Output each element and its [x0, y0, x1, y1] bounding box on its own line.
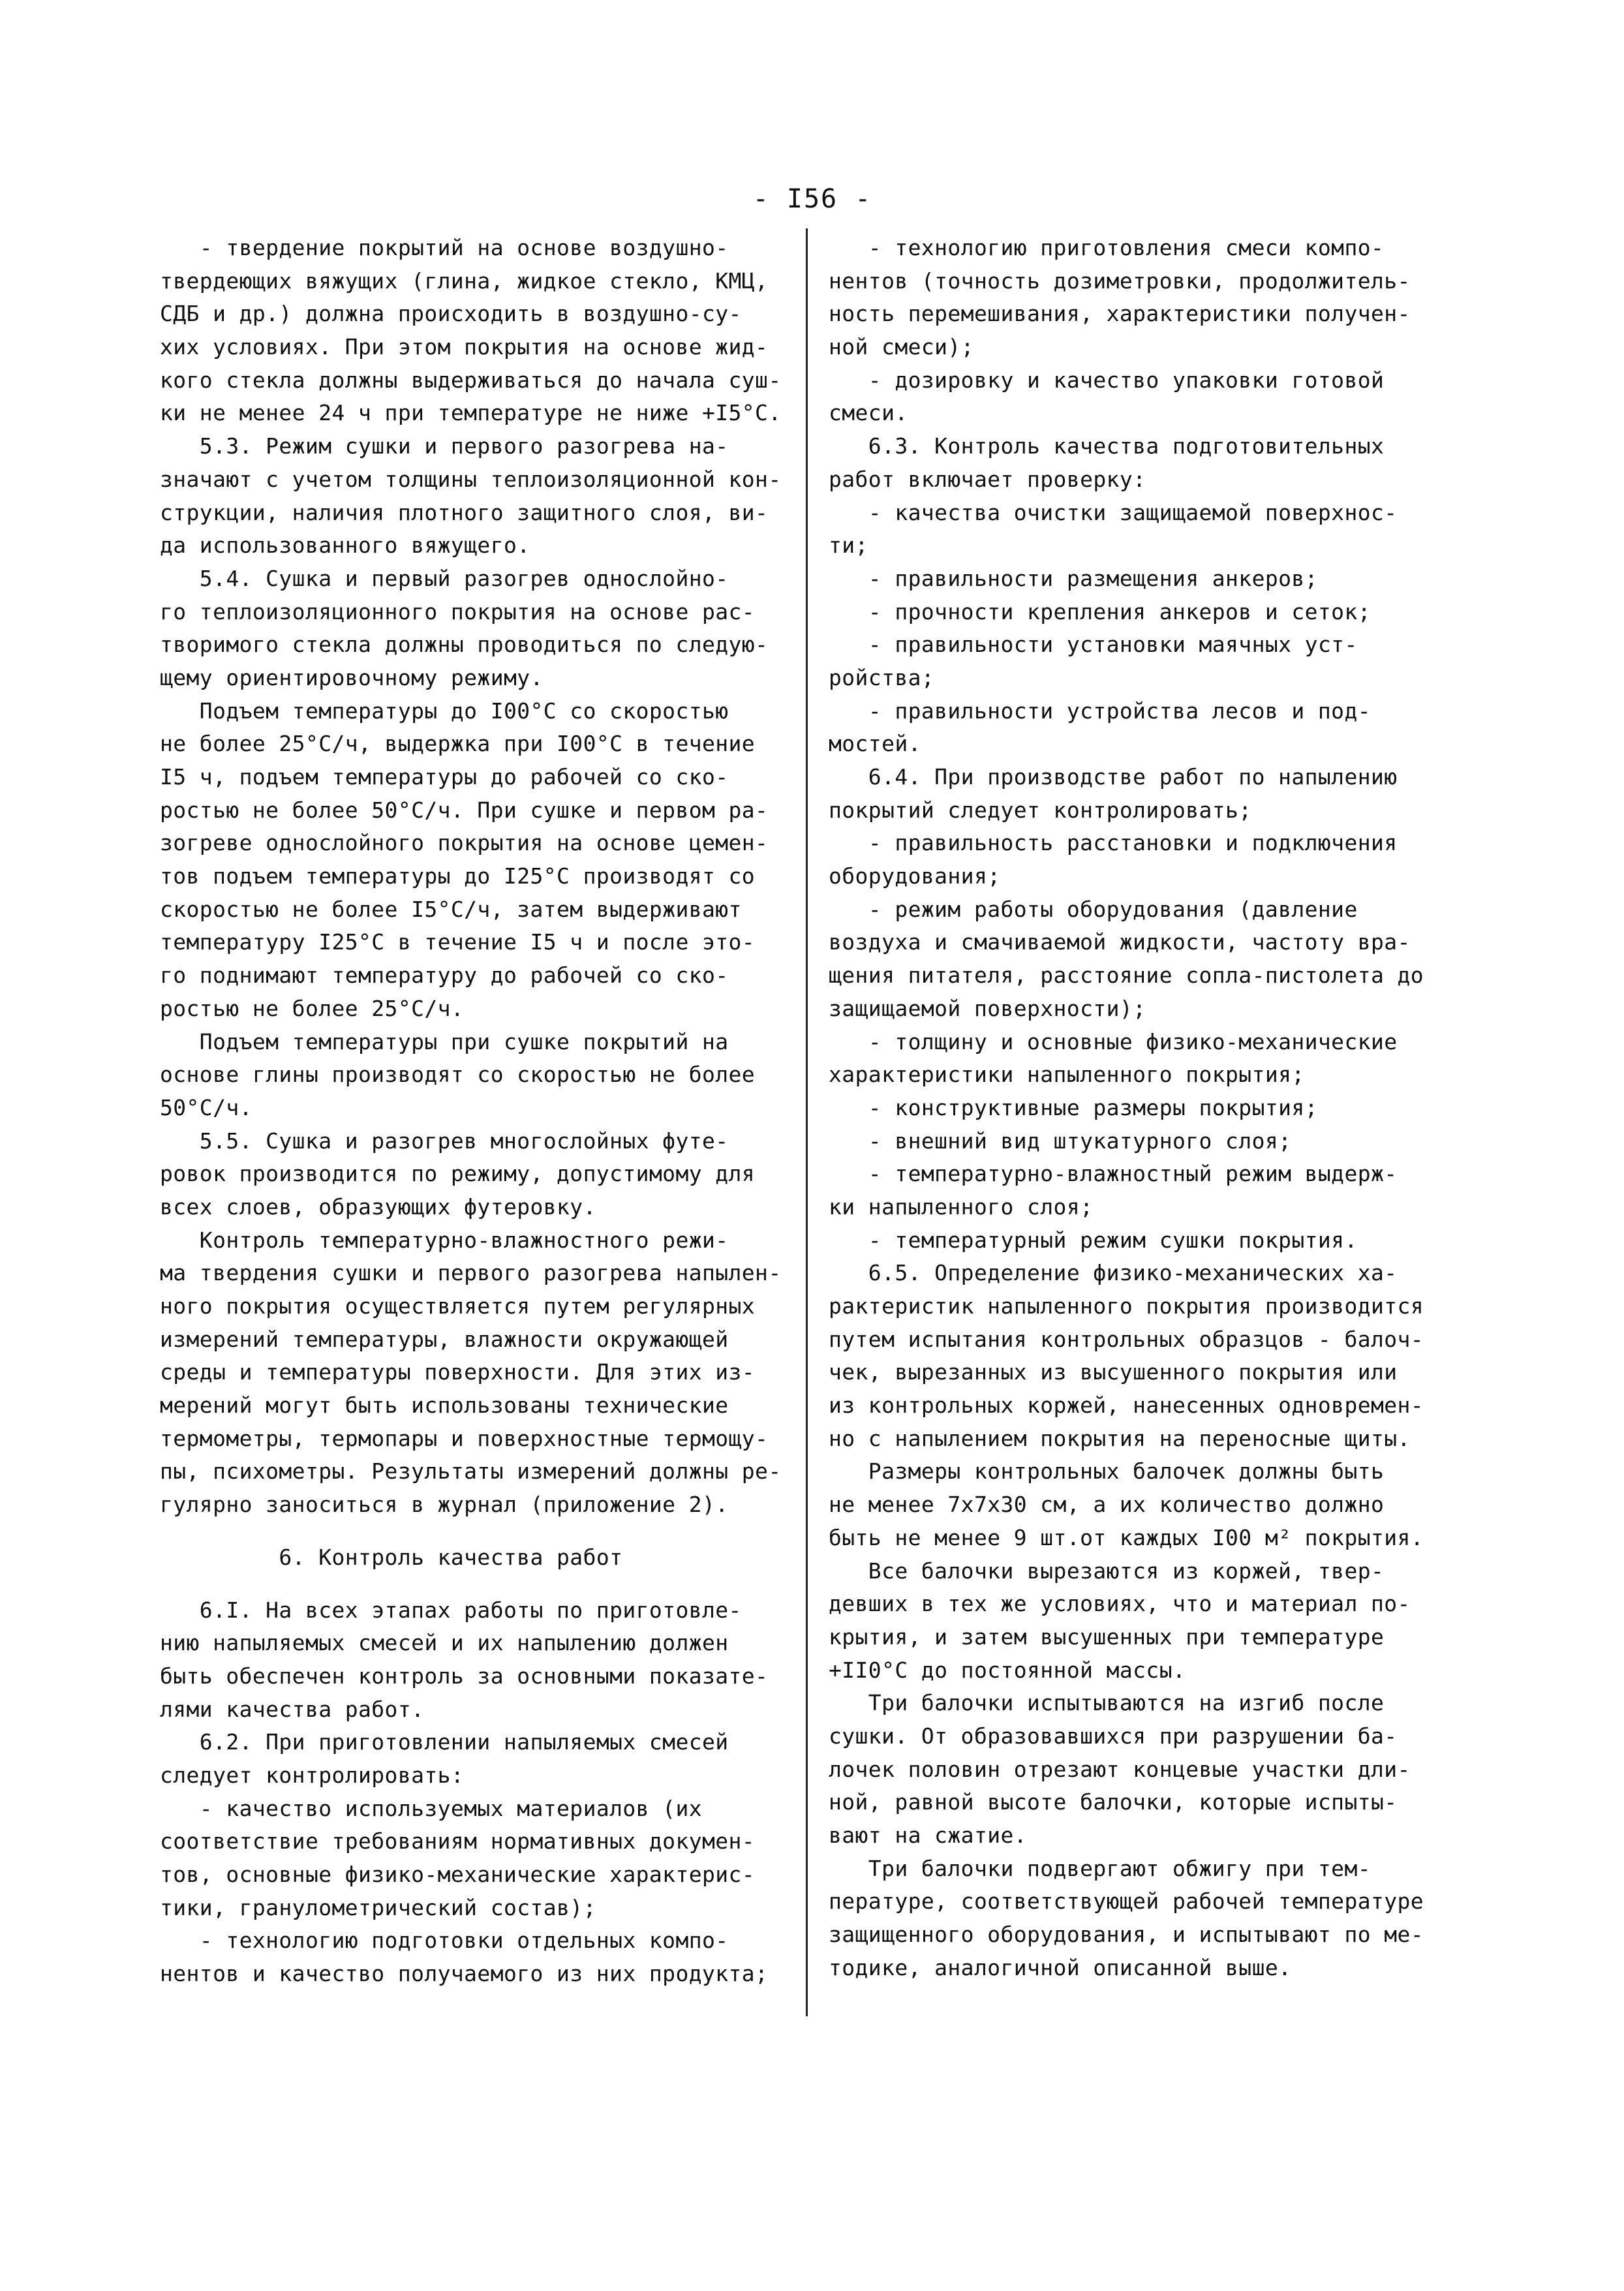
- text-line: - качество используемых материалов (их: [160, 1795, 702, 1821]
- text-line: нию напыляемых смесей и их напылению должен: [160, 1630, 729, 1656]
- text-line: ровок производится по режиму, допустимому для: [160, 1161, 756, 1187]
- text-line: воздуха и смачиваемой жидкости, частоту вра-: [829, 929, 1411, 955]
- text-line: ростью не более 25°С/ч.: [160, 995, 465, 1021]
- text-line: 50°С/ч.: [160, 1094, 253, 1120]
- text-line: 6.3. Контроль качества подготовительных: [829, 433, 1385, 459]
- text-line: покрытий следует контролировать;: [829, 797, 1252, 823]
- text-line: тодике, аналогичной описанной выше.: [829, 1954, 1292, 1980]
- text-line: 5.3. Режим сушки и первого разогрева на-: [160, 433, 729, 459]
- text-line: - внешний вид штукатурного слоя;: [829, 1128, 1292, 1154]
- text-line: путем испытания контрольных образцов - балоч-: [829, 1326, 1424, 1352]
- text-line: Все балочки вырезаются из коржей, твер-: [829, 1558, 1385, 1584]
- text-line: чек, вырезанных из высушенного покрытия или: [829, 1359, 1398, 1385]
- text-line: пературе, соответствующей рабочей температуре: [829, 1888, 1424, 1914]
- text-line: 5.5. Сушка и разогрев многослойных футе-: [160, 1128, 729, 1154]
- text-line: - твердение покрытий на основе воздушно-: [160, 235, 729, 260]
- text-line: щения питателя, расстояние сопла-пистолета до: [829, 962, 1424, 989]
- text-line: гулярно заноситься в журнал (приложение 2).: [160, 1492, 729, 1518]
- text-line: соответствие требованиям нормативных докумен-: [160, 1828, 756, 1854]
- text-line: струкции, наличия плотного защитного слоя, ви-: [160, 499, 769, 525]
- text-line: - режим работы оборудования (давление: [829, 896, 1358, 922]
- text-line: вают на сжатие.: [829, 1822, 1028, 1848]
- text-line: среды и температуры поверхности. Для этих из-: [160, 1359, 756, 1385]
- text-line: ки напыленного слоя;: [829, 1193, 1094, 1220]
- text-line: СДБ и др.) должна происходить в воздушно-су-: [160, 301, 742, 327]
- text-line: измерений температуры, влажности окружающей: [160, 1326, 729, 1352]
- text-line: но с напылением покрытия на переносные щиты.: [829, 1425, 1411, 1451]
- text-line: I5 ч, подъем температуры до рабочей со ско-: [160, 764, 729, 790]
- text-line: лочек половин отрезают концевые участки дли-: [829, 1756, 1411, 1782]
- text-line: характеристики напыленного покрытия;: [829, 1062, 1305, 1088]
- text-line: ройства;: [829, 664, 935, 690]
- text-line: ной смеси);: [829, 334, 974, 360]
- text-line: нентов (точность дозиметровки, продолжитель-: [829, 268, 1411, 294]
- right-column: [829, 232, 1432, 1984]
- text-line: мерений могут быть использованы технические: [160, 1392, 729, 1419]
- text-line: ма твердения сушки и первого разогрева напылен-: [160, 1260, 782, 1286]
- text-line: 6.I. На всех этапах работы по приготовле-: [160, 1597, 742, 1623]
- text-line: 6.2. При приготовлении напыляемых смесей: [160, 1729, 729, 1755]
- text-line: +II0°С до постоянной массы.: [829, 1657, 1186, 1683]
- text-line: 6.4. При производстве работ по напылению: [829, 764, 1398, 790]
- text-line: пы, психометры. Результаты измерений должны ре-: [160, 1458, 782, 1484]
- text-line: ного покрытия осуществляется путем регулярных: [160, 1293, 756, 1319]
- text-line: - дозировку и качество упаковки готовой: [829, 367, 1385, 393]
- text-line: основе глины производят со скоростью не более: [160, 1062, 756, 1088]
- text-line: творимого стекла должны проводиться по следую-: [160, 632, 769, 658]
- text-line: - конструктивные размеры покрытия;: [829, 1094, 1318, 1120]
- text-line: 5.4. Сушка и первый разогрев однослойно-: [160, 565, 729, 591]
- text-line: оборудования;: [829, 863, 1001, 889]
- section-heading: 6. Контроль качества работ: [160, 1544, 623, 1570]
- text-line: хих условиях. При этом покрытия на основе жид-: [160, 334, 769, 360]
- text-line: го поднимают температуру до рабочей со ско-: [160, 962, 729, 989]
- text-line: Три балочки подвергают обжигу при тем-: [829, 1855, 1371, 1881]
- text-line: скоростью не более I5°С/ч, затем выдерживают: [160, 896, 742, 922]
- column-divider: [806, 228, 808, 2016]
- text-line: Контроль температурно-влажностного режи-: [160, 1227, 729, 1253]
- page-number: - I56 -: [752, 184, 872, 214]
- left-column: [160, 232, 782, 1991]
- text-line: - толщину и основные физико-механические: [829, 1028, 1398, 1054]
- text-line: ной, равной высоте балочки, которые испыты-: [829, 1789, 1398, 1815]
- text-line: Подъем температуры до I00°С со скоростью: [160, 698, 729, 724]
- text-line: ки не менее 24 ч при температуре не ниже +I5°С.: [160, 400, 782, 426]
- text-line: ность перемешивания, характеристики получен-: [829, 301, 1411, 327]
- text-line: защищаемой поверхности);: [829, 995, 1146, 1021]
- text-line: крытия, и затем высушенных при температуре: [829, 1623, 1385, 1650]
- text-line: да использованного вяжущего.: [160, 532, 530, 559]
- text-line: - температурный режим сушки покрытия.: [829, 1227, 1358, 1253]
- text-line: - правильности установки маячных уст-: [829, 632, 1358, 658]
- text-line: - правильность расстановки и подключения: [829, 830, 1398, 856]
- text-line: го теплоизоляционного покрытия на основе рас-: [160, 598, 756, 624]
- text-line: температуру I25°С в течение I5 ч и после это-: [160, 929, 756, 955]
- text-line: щему ориентировочному режиму.: [160, 664, 544, 690]
- text-line: сушки. От образовавшихся при разрушении ба-: [829, 1723, 1398, 1749]
- text-line: твердеющих вяжущих (глина, жидкое стекло, КМЦ,: [160, 268, 769, 294]
- text-line: - технологию приготовления смеси компо-: [829, 235, 1385, 260]
- text-line: лями качества работ.: [160, 1696, 425, 1722]
- text-line: быть не менее 9 шт.от каждых I00 м² покрытия.: [829, 1524, 1424, 1550]
- text-line: не более 25°С/ч, выдержка при I00°С в течение: [160, 731, 756, 757]
- text-line: девших в тех же условиях, что и материал по-: [829, 1591, 1411, 1617]
- text-line: термометры, термопары и поверхностные термощу-: [160, 1425, 769, 1451]
- right-column-body: [829, 232, 1432, 1984]
- text-line: нентов и качество получаемого из них продукта;: [160, 1961, 769, 1987]
- text-line: смеси.: [829, 400, 908, 426]
- text-line: значают с учетом толщины теплоизоляционной кон-: [160, 466, 782, 492]
- text-line: работ включает проверку:: [829, 466, 1146, 492]
- text-line: тов подъем температуры до I25°С производят со: [160, 863, 756, 889]
- text-line: кого стекла должны выдерживаться до начала суш-: [160, 367, 782, 393]
- text-line: не менее 7х7х30 см, а их количество должно: [829, 1492, 1385, 1518]
- text-line: из контрольных коржей, нанесенных одновремен-: [829, 1392, 1424, 1419]
- text-line: Три балочки испытываются на изгиб после: [829, 1690, 1385, 1716]
- text-line: зогреве однослойного покрытия на основе цемен-: [160, 830, 769, 856]
- text-line: тов, основные физико-механические характерис-: [160, 1862, 756, 1887]
- text-line: следует контролировать:: [160, 1762, 465, 1788]
- text-line: быть обеспечен контроль за основными показате-: [160, 1663, 769, 1689]
- text-line: - технологию подготовки отдельных компо-: [160, 1928, 729, 1954]
- text-line: Подъем температуры при сушке покрытий на: [160, 1028, 729, 1054]
- text-line: - температурно-влажностный режим выдерж-: [829, 1161, 1398, 1187]
- text-line: - качества очистки защищаемой поверхнос-: [829, 499, 1398, 525]
- text-line: рактеристик напыленного покрытия производится: [829, 1293, 1424, 1319]
- text-line: ростью не более 50°С/ч. При сушке и первом ра-: [160, 797, 769, 823]
- text-line: - правильности устройства лесов и под-: [829, 698, 1371, 724]
- text-line: ти;: [829, 532, 868, 559]
- text-line: тики, гранулометрический состав);: [160, 1894, 596, 1920]
- left-column-body: [160, 232, 782, 1522]
- text-line: мостей.: [829, 731, 921, 757]
- text-line: 6.5. Определение физико-механических ха-: [829, 1260, 1398, 1286]
- left-column-section-6: [160, 1594, 769, 1991]
- text-line: - правильности размещения анкеров;: [829, 565, 1318, 591]
- text-line: Размеры контрольных балочек должны быть: [829, 1458, 1385, 1484]
- text-line: защищенного оборудования, и испытывают по ме-: [829, 1922, 1424, 1948]
- text-line: всех слоев, образующих футеровку.: [160, 1193, 596, 1220]
- text-line: - прочности крепления анкеров и сеток;: [829, 598, 1371, 624]
